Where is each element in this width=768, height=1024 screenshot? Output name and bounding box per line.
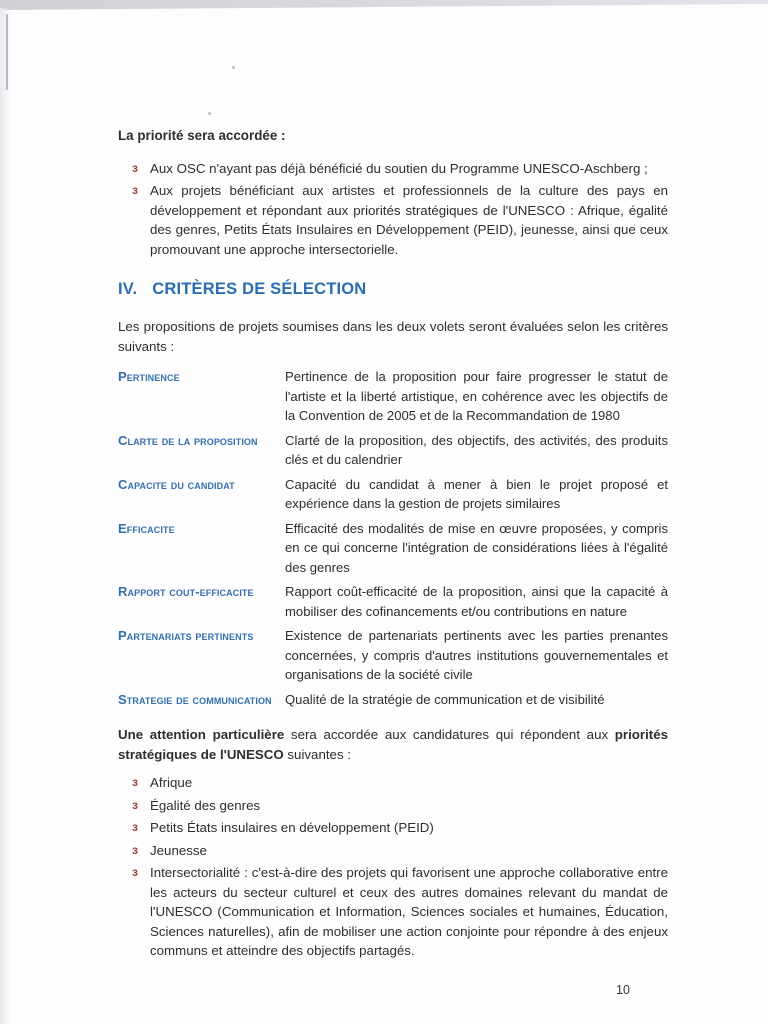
criteria-description: Existence de partenariats pertinents avec les parties prenantes concernées, y compris d'autres institutions gouvernementales et organisations de la société civile (285, 628, 668, 682)
attention-bold-priorities: priorités stratégiques de l'UNESCO (118, 727, 668, 762)
attention-text: sera accordée aux candidatures qui répondent aux (284, 727, 615, 742)
criteria-description: Efficacité des modalités de mise en œuvre proposées, y compris en ce qui concerne l'intégration de considérations liées à l'égalité des genres (285, 520, 668, 575)
criteria-table (118, 367, 668, 709)
criteria-label: Partenariats pertinents (118, 628, 254, 643)
arrow-bullet-icon: ɜ (132, 160, 138, 175)
criteria-row (118, 431, 668, 470)
criteria-label: Efficacite (118, 520, 175, 536)
priorities-bullet-list (118, 773, 668, 961)
list-item (132, 773, 668, 793)
criteria-label: Capacite du candidat (118, 476, 235, 492)
section-heading (118, 278, 668, 300)
list-item (132, 181, 668, 259)
list-item (132, 796, 668, 816)
arrow-bullet-icon: ɜ (132, 775, 138, 789)
criteria-label: Rapport cout-efficacite (118, 584, 254, 599)
arrow-bullet-icon: ɜ (132, 820, 138, 834)
bullet-text: Aux OSC n'ayant pas déjà bénéficié du soutien du Programme UNESCO-Aschberg ; (150, 160, 648, 176)
intro-bullet-list (118, 159, 668, 260)
arrow-bullet-icon: ɜ (132, 797, 138, 812)
bullet-text: Aux projets bénéficiant aux artistes et professionnels de la culture des pays en développement et répondant aux priorités stratégiques de l'UNESCO : Afrique, égalité des genres, Petits États Insulaires en Développement (PEID), jeunesse, ainsi que ceux promouvant une approche intersectorielle. (150, 183, 668, 257)
criteria-row (118, 626, 668, 685)
list-item (132, 863, 668, 961)
list-item (132, 841, 668, 861)
criteria-description: Capacité du candidat à mener à bien le projet proposé et expérience dans la gestion de projets similaires (285, 476, 668, 511)
criteria-label: Clarte de la proposition (118, 432, 258, 448)
section-lead-paragraph: Les propositions de projets soumises dans les deux volets seront évaluées selon les critères suivants : (118, 319, 668, 354)
criteria-description: Clarté de la proposition, des objectifs, des activités, des produits clés et du calendrier (285, 432, 668, 467)
criteria-label: Strategie de communication (118, 691, 272, 707)
list-item (132, 818, 668, 838)
bullet-text: Égalité des genres (150, 797, 261, 813)
criteria-description: Rapport coût-efficacité de la proposition, ainsi que la capacité à mobiliser des cofinancements et/ou contributions en nature (285, 584, 668, 619)
arrow-bullet-icon: ɜ (132, 865, 138, 879)
criteria-label: Pertinence (118, 369, 180, 384)
bullet-text: Afrique (150, 775, 193, 790)
section-title: CRITÈRES DE SÉLECTION (152, 280, 367, 298)
criteria-description: Pertinence de la proposition pour faire progresser le statut de l'artiste et la liberté artistique, en cohérence avec les objectifs de la Convention de 2005 et de la Recommandation de 1980 (285, 369, 668, 423)
section-number: IV. (118, 280, 138, 298)
criteria-row (118, 367, 668, 426)
bullet-text: Jeunesse (150, 842, 207, 858)
intro-heading: La priorité sera accordée : (118, 128, 286, 143)
criteria-row (118, 475, 668, 514)
criteria-description: Qualité de la stratégie de communication et de visibilité (285, 691, 605, 707)
bullet-text: Intersectorialité : c'est-à-dire des projets qui favorisent une approche collaborative entre les acteurs du secteur culturel et ceux des autres domaines relevant du mandat de l'UNESCO (Communication et Information, Sciences sociales et humaines, Éducation, Sciences naturelles), afin de mobiliser une action conjointe pour répondre à des enjeux communs et atteindre des objectifs partagés. (150, 865, 668, 958)
attention-bold-lead: Une attention particulière (118, 727, 285, 742)
arrow-bullet-icon: ɜ (132, 842, 138, 857)
bullet-text: Petits États insulaires en développement (PEID) (150, 820, 434, 835)
attention-text: suivantes : (283, 746, 351, 762)
criteria-row (118, 519, 668, 578)
attention-paragraph (118, 725, 668, 764)
list-item (132, 159, 668, 179)
criteria-row (118, 582, 668, 621)
arrow-bullet-icon: ɜ (132, 183, 138, 197)
page-number: 10 (616, 983, 630, 997)
criteria-row (118, 690, 668, 710)
